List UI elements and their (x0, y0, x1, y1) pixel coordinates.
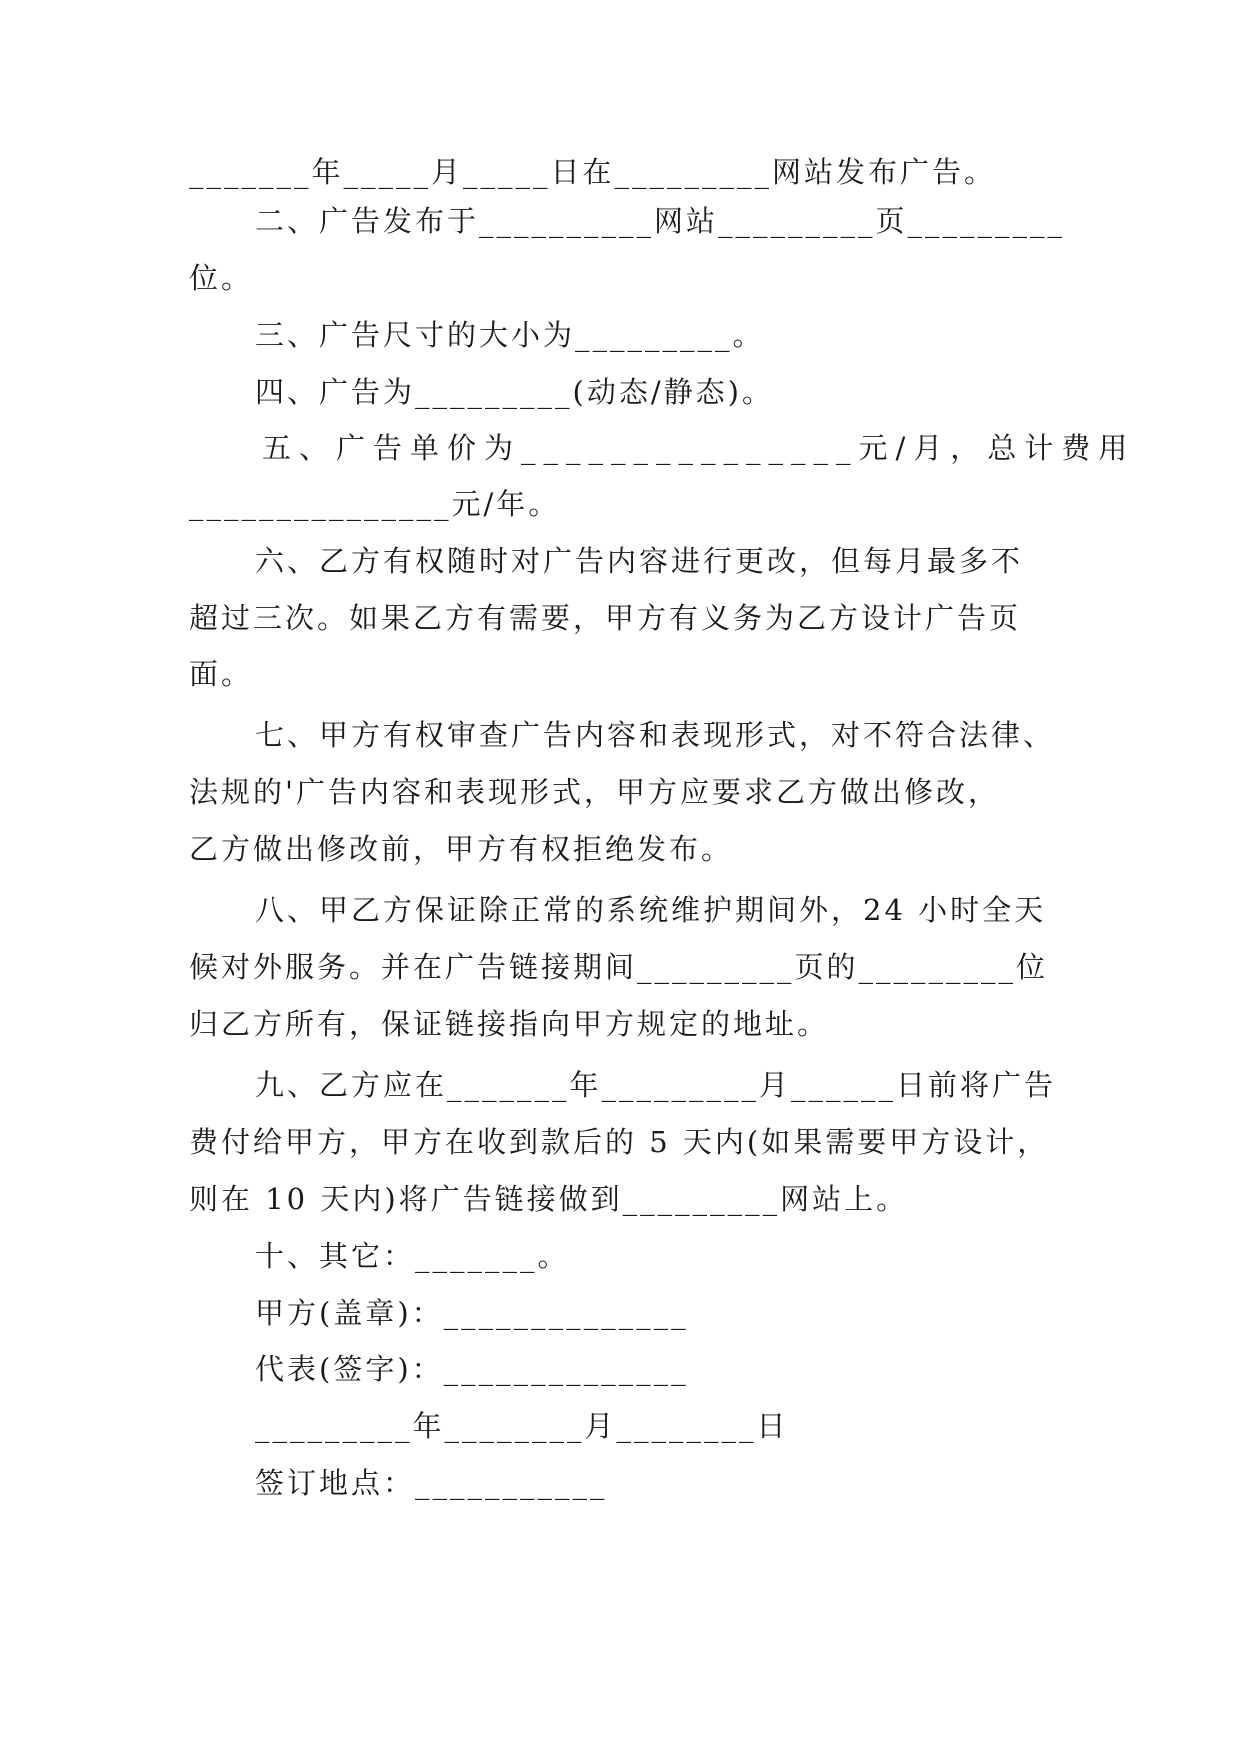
text-line: 代表(签字)：______________ (255, 1352, 689, 1386)
text-line: 归乙方所有，保证链接指向甲方规定的地址。 (189, 1007, 830, 1041)
text-line: 位。 (189, 261, 254, 295)
text-line: 六、乙方有权随时对广告内容进行更改，但每月最多不 (255, 544, 1024, 578)
text-line: 超过三次。如果乙方有需要，甲方有义务为乙方设计广告页 (189, 601, 1022, 635)
text-line: 签订地点：___________ (255, 1466, 608, 1500)
text-line: 法规的'广告内容和表现形式，甲方应要求乙方做出修改， (189, 775, 1000, 809)
text-line: _______年_____月_____日在_________网站发布广告。 (189, 155, 997, 189)
text-line: 面。 (189, 657, 254, 691)
text-line: 三、广告尺寸的大小为_________。 (255, 318, 765, 352)
text-line: _________年________月________日 (255, 1409, 789, 1443)
text-line: 则在 10 天内)将广告链接做到_________网站上。 (189, 1182, 909, 1216)
text-line: 乙方做出修改前，甲方有权拒绝发布。 (189, 832, 734, 866)
text-line: 四、广告为_________(动态/静态)。 (255, 375, 774, 409)
text-line: 候对外服务。并在广告链接期间_________页的_________位 (189, 950, 1049, 984)
text-line: 十、其它：_______。 (255, 1239, 570, 1273)
text-line: 五、广告单价为_______________元/月，总计费用 (262, 431, 1136, 465)
text-line: _______________元/年。 (189, 487, 561, 521)
text-line: 二、广告发布于__________网站_________页_________ (255, 204, 1066, 238)
text-line: 甲方(盖章)：______________ (255, 1296, 689, 1330)
text-line: 八、甲乙方保证除正常的系统维护期间外，24 小时全天 (255, 893, 1047, 927)
text-line: 费付给甲方，甲方在收到款后的 5 天内(如果需要甲方设计， (189, 1125, 1050, 1159)
text-line: 九、乙方应在_______年_________月______日前将广告 (255, 1068, 1057, 1102)
text-line: 七、甲方有权审查广告内容和表现形式，对不符合法律、 (255, 718, 1056, 752)
